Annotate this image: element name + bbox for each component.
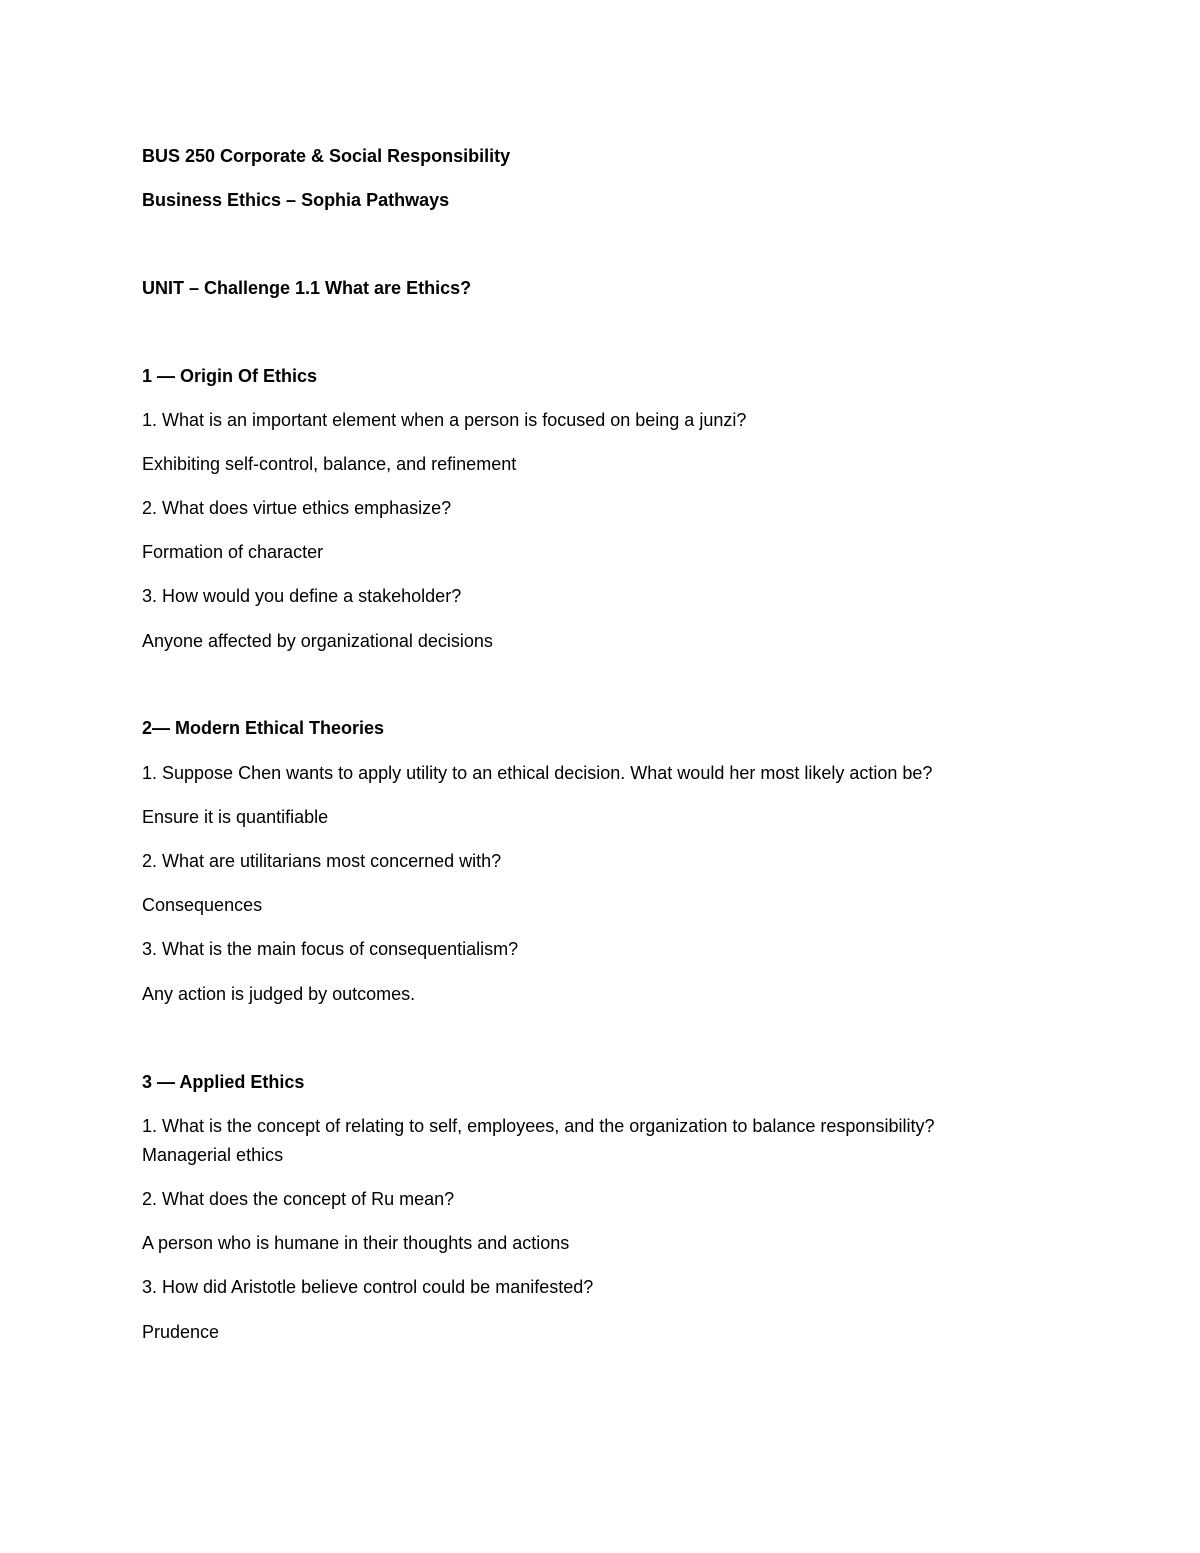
question: 1. What is an important element when a person is focused on being a junzi? [142, 410, 747, 430]
answer: Consequences [142, 895, 263, 915]
unit-title: UNIT – Challenge 1.1 What are Ethics? [142, 278, 472, 298]
answer: Ensure it is quantifiable [142, 807, 329, 827]
question: 1. What is the concept of relating to self, employees, and the organization to balance responsibility? [142, 1116, 935, 1136]
question: 2. What does virtue ethics emphasize? [142, 498, 452, 518]
section-heading: 2— Modern Ethical Theories [142, 718, 385, 738]
course-title: BUS 250 Corporate & Social Responsibility [142, 146, 511, 166]
question: 1. Suppose Chen wants to apply utility to an ethical decision. What would her most likely action be? [142, 763, 933, 783]
answer: Anyone affected by organizational decisions [142, 631, 493, 651]
question: 3. What is the main focus of consequentialism? [142, 939, 519, 959]
section-heading: 1 — Origin Of Ethics [142, 366, 318, 386]
answer: Exhibiting self-control, balance, and refinement [142, 454, 517, 474]
question: 3. How would you define a stakeholder? [142, 586, 462, 606]
document-subtitle: Business Ethics – Sophia Pathways [142, 190, 450, 210]
answer: Any action is judged by outcomes. [142, 984, 416, 1004]
answer: Prudence [142, 1322, 220, 1342]
question: 2. What are utilitarians most concerned with? [142, 851, 502, 871]
answer: A person who is humane in their thoughts and actions [142, 1233, 570, 1253]
section-heading: 3 — Applied Ethics [142, 1072, 305, 1092]
answer: Managerial ethics [142, 1145, 284, 1165]
answer: Formation of character [142, 542, 324, 562]
question: 2. What does the concept of Ru mean? [142, 1189, 455, 1209]
question: 3. How did Aristotle believe control could be manifested? [142, 1277, 594, 1297]
